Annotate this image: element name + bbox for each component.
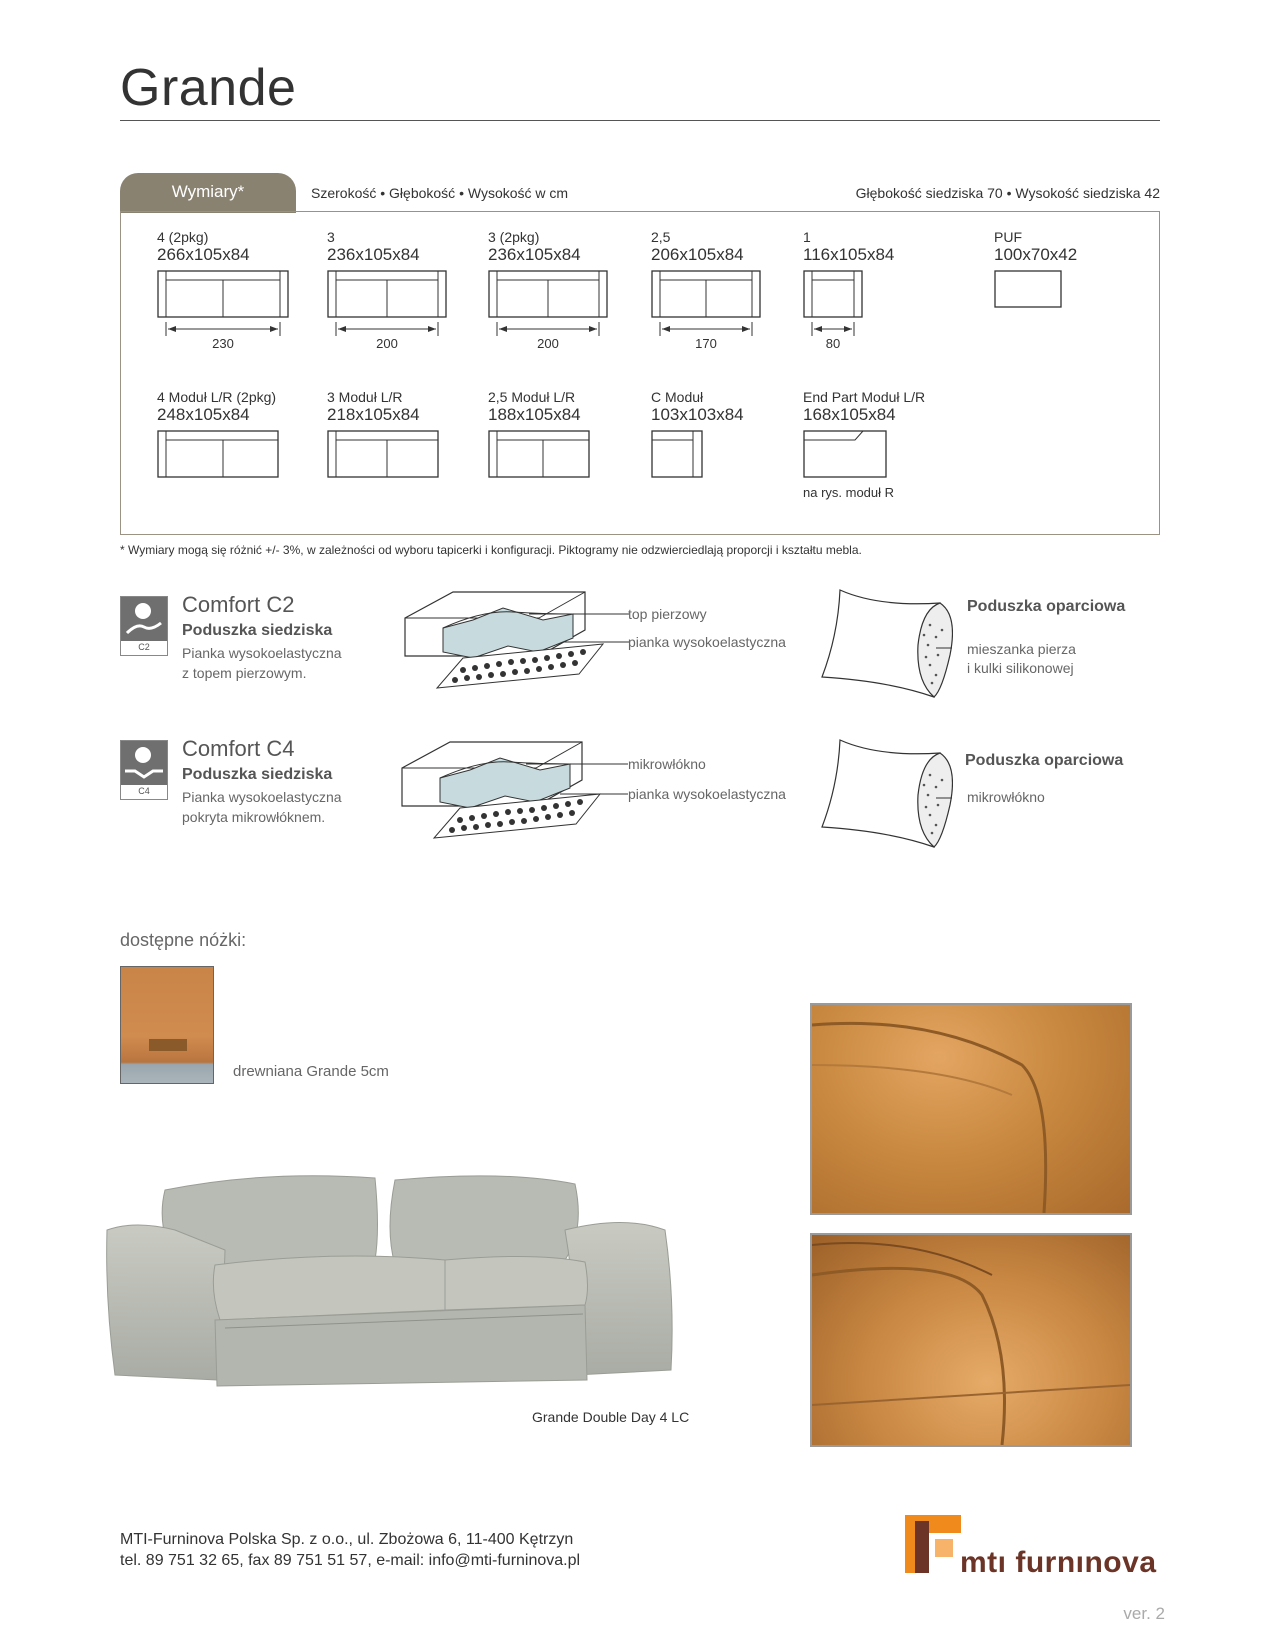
sofa-pictogram — [651, 270, 763, 352]
company-logo-icon — [905, 1515, 961, 1575]
pouf-pictogram — [994, 270, 1064, 310]
model-size: 188x105x84 — [488, 405, 581, 424]
sofa-pictogram — [157, 270, 297, 352]
comfort-subheading: Poduszka siedziska — [182, 622, 333, 639]
layer-label: top pierzowy — [628, 606, 707, 622]
comfort-description: Pianka wysokoelastyczna pokryta mikrowłóknem. — [182, 789, 342, 825]
model-label: 2,5 — [651, 229, 671, 245]
company-contact: tel. 89 751 32 65, fax 89 751 51 57, e-mail: info@mti-furninova.pl — [120, 1552, 581, 1569]
model-size: 168x105x84 — [803, 405, 896, 424]
dimension-item — [803, 229, 894, 352]
model-size: 206x105x84 — [651, 245, 744, 264]
measure-label: 200 — [376, 336, 398, 351]
measure-label: 200 — [537, 336, 559, 351]
measure-label: 170 — [695, 336, 717, 351]
page-title: Grande — [120, 59, 297, 117]
model-size: 266x105x84 — [157, 245, 250, 264]
back-cushion-title: Poduszka oparciowa — [965, 752, 1124, 769]
comfort-heading: Comfort C4 — [182, 736, 295, 761]
comfort-code: C4 — [138, 786, 150, 796]
module-pictogram — [327, 430, 441, 480]
dimension-item — [488, 389, 592, 480]
model-label: C Moduł — [651, 389, 704, 405]
comfort-heading: Comfort C2 — [182, 592, 295, 617]
product-caption: Grande Double Day 4 LC — [532, 1409, 690, 1425]
dimension-item — [157, 229, 297, 352]
layer-label: pianka wysokoelastyczna — [628, 634, 786, 650]
corner-module-pictogram — [651, 430, 707, 480]
model-size: 248x105x84 — [157, 405, 250, 424]
model-size: 218x105x84 — [327, 405, 420, 424]
armchair-pictogram — [803, 270, 865, 352]
dimension-item — [327, 389, 441, 480]
back-cushion-illustration — [818, 585, 953, 703]
fabric-detail-photo — [810, 1233, 1132, 1447]
comfort-c2-icon — [120, 596, 168, 656]
measure-label: 230 — [212, 336, 234, 351]
model-label: 3 (2pkg) — [488, 229, 540, 245]
module-pictogram — [488, 430, 592, 480]
model-label: 3 Moduł L/R — [327, 389, 403, 405]
dimension-item — [157, 389, 281, 480]
dimension-item — [994, 229, 1077, 310]
comfort-description: Pianka wysokoelastyczna z topem pierzowym. — [182, 645, 342, 681]
comfort-code: C2 — [138, 642, 150, 652]
seat-cushion-cross-section — [400, 740, 640, 850]
seat-dimensions-label: Głębokość siedziska 70 • Wysokość siedziska 42 — [855, 185, 1160, 201]
model-size: 103x103x84 — [651, 405, 744, 424]
fabric-detail-photo — [810, 1003, 1132, 1215]
end-module-pictogram — [803, 430, 889, 480]
measure-label: 80 — [825, 336, 841, 351]
model-label: End Part Moduł L/R — [803, 389, 926, 405]
dimension-item — [327, 229, 447, 352]
layer-label: pianka wysokoelastyczna — [628, 786, 786, 802]
model-label: 4 Moduł L/R (2pkg) — [157, 389, 277, 405]
model-size: 100x70x42 — [994, 245, 1078, 264]
dimension-item — [651, 229, 763, 352]
sofa-photo — [105, 1170, 705, 1410]
company-address: MTI-Furninova Polska Sp. z o.o., ul. Zbożowa 6, 11-400 Kętrzyn — [120, 1531, 574, 1548]
sofa-pictogram — [327, 270, 447, 352]
model-label: 3 — [327, 229, 335, 245]
model-label: 1 — [803, 229, 811, 245]
comfort-c4-icon — [120, 740, 168, 800]
dimension-item — [651, 389, 744, 480]
model-size: 236x105x84 — [327, 245, 420, 264]
dimensions-footnote: * Wymiary mogą się różnić +/- 3%, w zależności od wyboru tapicerki i konfiguracji. Piktogramy nie odzwierciedlają proporcji i kształtu mebla. — [120, 543, 862, 557]
module-pictogram — [157, 430, 281, 480]
leg-caption: drewniana Grande 5cm — [233, 1063, 389, 1080]
back-cushion-note: mikrowłókno — [967, 789, 1045, 805]
dimensions-units-label: Szerokość • Głębokość • Wysokość w cm — [311, 185, 569, 201]
module-note: na rys. moduł R — [803, 485, 895, 500]
model-label: PUF — [994, 229, 1022, 245]
company-logo-text: mtı furnınova — [960, 1546, 1157, 1579]
back-cushion-title: Poduszka oparciowa — [967, 598, 1126, 615]
leg-photo — [120, 966, 214, 1084]
model-size: 116x105x84 — [803, 245, 895, 264]
comfort-subheading: Poduszka siedziska — [182, 766, 333, 783]
layer-label: mikrowłókno — [628, 756, 706, 772]
back-cushion-note: mieszanka pierza i kulki silikonowej — [967, 641, 1076, 676]
dimension-item — [803, 389, 925, 500]
dimensions-tab: Wymiary* — [120, 173, 296, 213]
title-divider — [120, 120, 1160, 121]
version-label: ver. 2 — [1123, 1604, 1165, 1623]
model-size: 236x105x84 — [488, 245, 581, 264]
sofa-pictogram — [488, 270, 610, 352]
model-label: 4 (2pkg) — [157, 229, 209, 245]
dimension-item — [488, 229, 610, 352]
back-cushion-illustration — [818, 735, 953, 853]
legs-heading: dostępne nóżki: — [120, 930, 247, 950]
model-label: 2,5 Moduł L/R — [488, 389, 576, 405]
seat-cushion-cross-section — [403, 590, 643, 700]
